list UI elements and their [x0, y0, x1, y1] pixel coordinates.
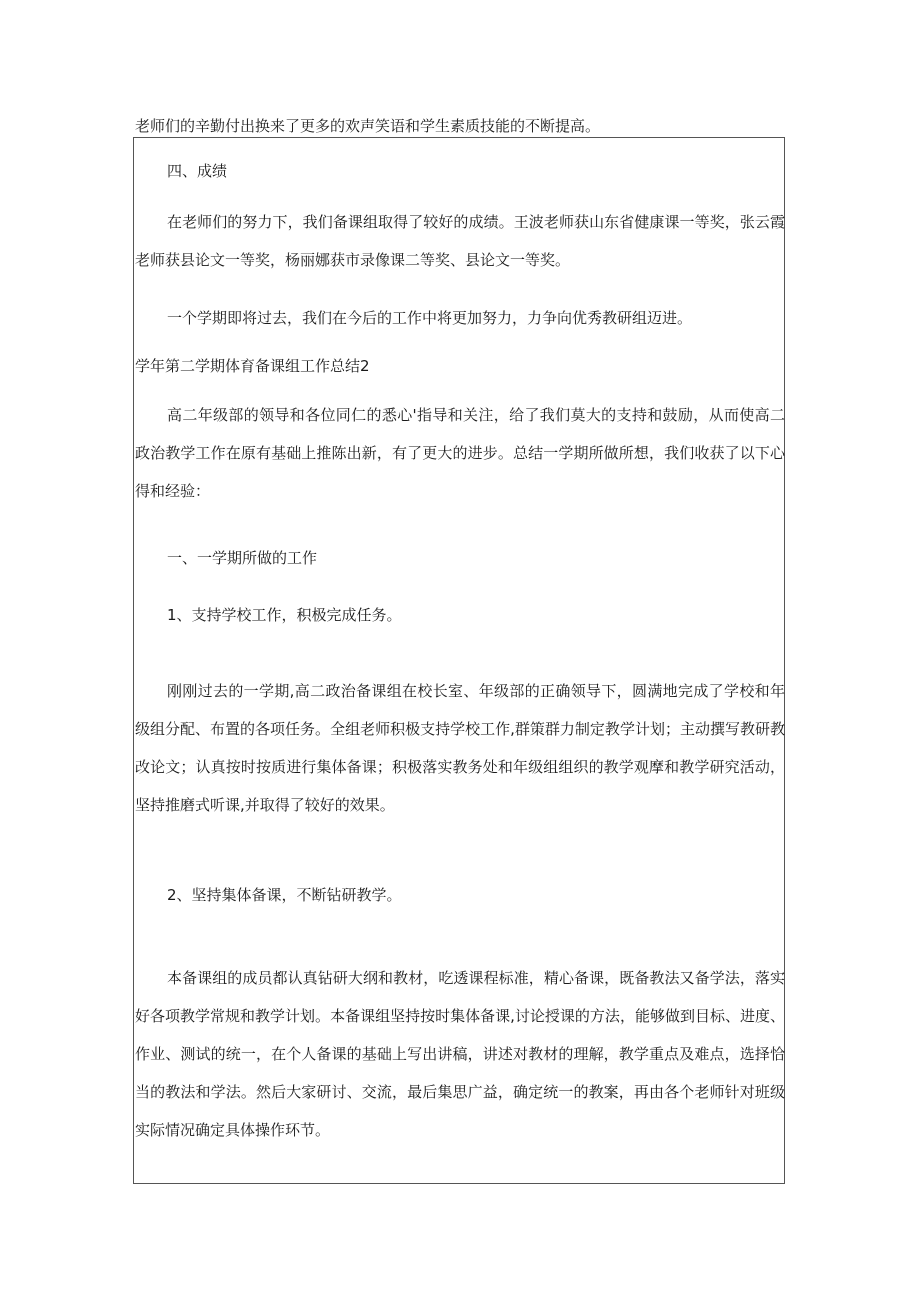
item1-paragraph: 刚刚过去的一学期,高二政治备课组在校长室、年级部的正确领导下，圆满地完成了学校和年级组分配、布置的各项任务。全组老师积极支持学校工作,群策群力制定教学计划；主动撰写教研教改论文；认真按时按质进行集体备课；积极落实教务处和年级组组织的教学观摩和教学研究活动，坚持推磨式听课,并取得了较好的效果。 [135, 682, 785, 814]
item1-heading: 1、支持学校工作，积极完成任务。 [167, 606, 402, 624]
intro-paragraph: 高二年级部的领导和各位同仁的悉心'指导和关注，给了我们莫大的支持和鼓励，从而使高二政治教学工作在原有基础上推陈出新，有了更大的进步。总结一学期所做所想，我们收获了以下心得和经验： [135, 406, 785, 500]
part1-heading: 一、一学期所做的工作 [167, 549, 318, 567]
item2-paragraph: 本备课组的成员都认真钻研大纲和教材，吃透课程标准，精心备课，既备教法又备学法，落实好各项教学常规和教学计划。本备课组坚持按时集体备课,讨论授课的方法，能够做到目标、进度、作业、测试的统一，在个人备课的基础上写出讲稿，讲述对教材的理解，教学重点及难点，选择恰当的教法和学法。然后大家研讨、交流，最后集思广益，确定统一的教案，再由各个老师针对班级实际情况确定具体操作环节。 [135, 969, 785, 1139]
continued-text-line: 老师们的辛勤付出换来了更多的欢声笑语和学生素质技能的不断提高。 [135, 117, 601, 135]
section4-heading: 四、成绩 [167, 162, 228, 180]
document-title-2: 学年第二学期体育备课组工作总结2 [135, 357, 370, 375]
section4-paragraph-closing: 一个学期即将过去，我们在今后的工作中将更加努力，力争向优秀教研组迈进。 [167, 309, 693, 327]
item2-heading: 2、坚持集体备课，不断钻研教学。 [167, 886, 402, 904]
section4-paragraph-achievements: 在老师们的努力下，我们备课组取得了较好的成绩。王波老师获山东省健康课一等奖，张云霞老师获县论文一等奖，杨丽娜获市录像课二等奖、县论文一等奖。 [135, 213, 785, 269]
